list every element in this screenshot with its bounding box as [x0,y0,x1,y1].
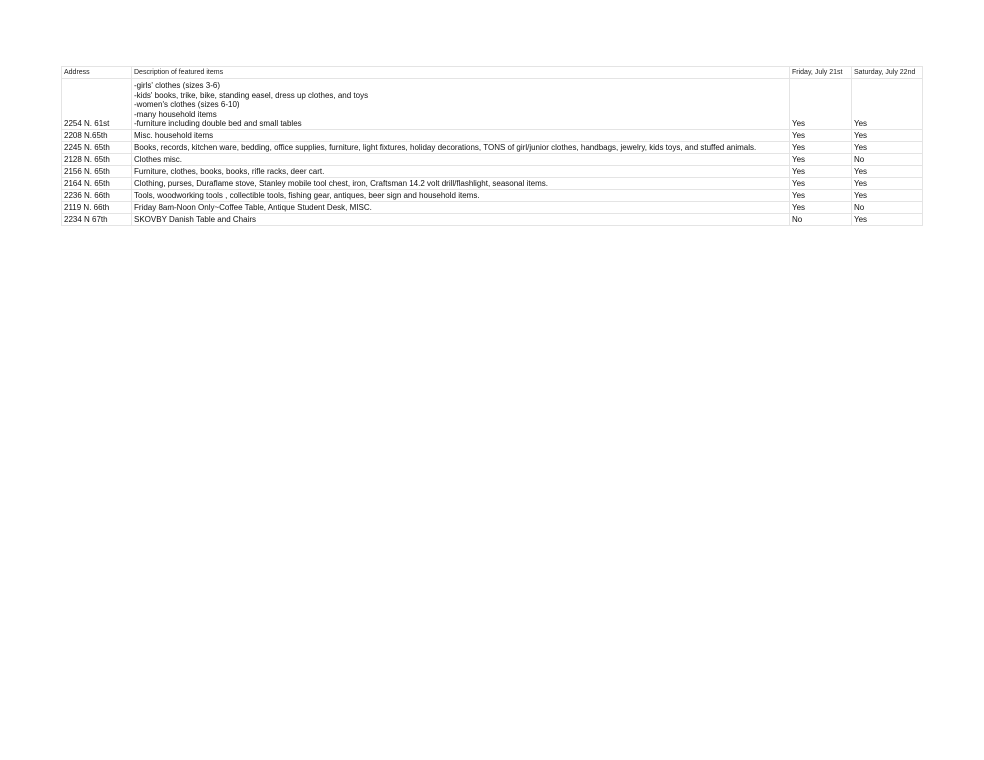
garage-sale-table [61,66,923,226]
address-cell: 2254 N. 61st [62,79,132,130]
description-line: -girls' clothes (sizes 3-6) [134,81,220,90]
column-header-friday: Friday, July 21st [790,67,852,79]
table-row [62,214,923,226]
description-cell: Tools, woodworking tools , collectible tools, fishing gear, antiques, beer sign and household items. [132,190,790,202]
table-row [62,178,923,190]
saturday-cell: Yes [852,166,923,178]
table-row [62,142,923,154]
column-header-address: Address [62,67,132,79]
friday-cell: Yes [790,130,852,142]
saturday-cell: Yes [852,190,923,202]
description-cell: Furniture, clothes, books, books, rifle racks, deer cart. [132,166,790,178]
description-cell: Books, records, kitchen ware, bedding, office supplies, furniture, light fixtures, holiday decorations, TONS of girl/junior clothes, handbags, jewelry, kids toys, and stuffed animals. [132,142,790,154]
column-header-saturday: Saturday, July 22nd [852,67,923,79]
description-line: -furniture including double bed and small tables [134,119,302,128]
friday-cell: Yes [790,166,852,178]
address-cell: 2156 N. 65th [62,166,132,178]
table-row [62,166,923,178]
saturday-cell: Yes [852,178,923,190]
description-cell: Friday 8am-Noon Only~Coffee Table, Antique Student Desk, MISC. [132,202,790,214]
address-cell: 2164 N. 65th [62,178,132,190]
friday-cell: Yes [790,79,852,130]
address-cell: 2208 N.65th [62,130,132,142]
address-cell: 2119 N. 66th [62,202,132,214]
description-cell [132,79,790,130]
table-row [62,154,923,166]
garage-sale-sheet [61,66,922,226]
description-cell: Misc. household items [132,130,790,142]
friday-cell: Yes [790,142,852,154]
saturday-cell: Yes [852,214,923,226]
description-line: -kids' books, trike, bike, standing easel, dress up clothes, and toys [134,90,369,100]
address-cell: 2234 N 67th [62,214,132,226]
column-header-description: Description of featured items [132,67,790,79]
description-cell: Clothes misc. [132,154,790,166]
friday-cell: Yes [790,178,852,190]
table-row [62,130,923,142]
table-row [62,190,923,202]
address-cell: 2128 N. 65th [62,154,132,166]
saturday-cell: Yes [852,142,923,154]
description-line: -many household items [134,109,217,119]
friday-cell: Yes [790,190,852,202]
description-cell: SKOVBY Danish Table and Chairs [132,214,790,226]
friday-cell: No [790,214,852,226]
friday-cell: Yes [790,154,852,166]
friday-cell: Yes [790,202,852,214]
description-line: -women's clothes (sizes 6-10) [134,100,240,109]
saturday-cell: No [852,202,923,214]
header-row [62,67,923,79]
table-row [62,202,923,214]
description-cell: Clothing, purses, Duraflame stove, Stanley mobile tool chest, iron, Craftsman 14.2 volt drill/flashlight, seasonal items. [132,178,790,190]
saturday-cell: No [852,154,923,166]
address-cell: 2236 N. 66th [62,190,132,202]
address-cell: 2245 N. 65th [62,142,132,154]
table-row [62,79,923,130]
saturday-cell: Yes [852,79,923,130]
saturday-cell: Yes [852,130,923,142]
